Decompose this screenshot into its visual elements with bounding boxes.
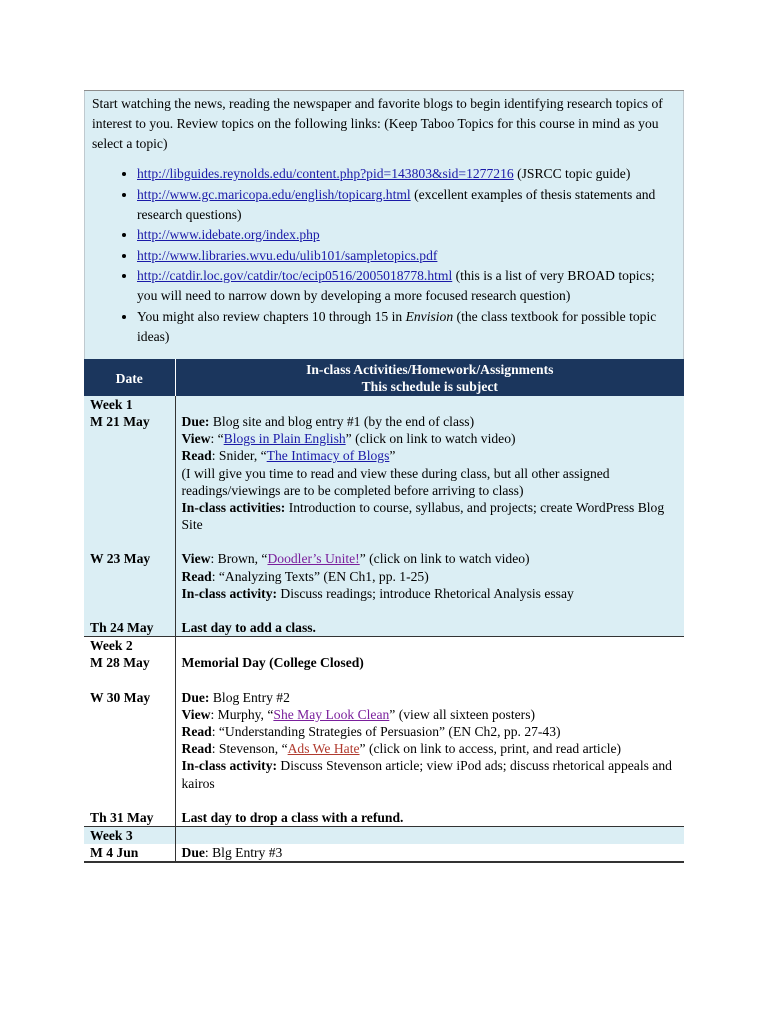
table-row bbox=[84, 672, 684, 792]
date-cell bbox=[84, 602, 175, 637]
week-label: Week 3 bbox=[90, 828, 133, 844]
list-item bbox=[137, 185, 675, 225]
date-cell bbox=[84, 844, 175, 862]
view-line: View: “Blogs in Plain English” (click on link to watch video) bbox=[181, 431, 516, 447]
intro-box bbox=[84, 91, 684, 359]
table-row bbox=[84, 827, 684, 845]
idebate-link[interactable]: http://www.idebate.org/index.php bbox=[137, 227, 320, 242]
maricopa-link[interactable]: http://www.gc.maricopa.edu/english/topicarg.html bbox=[137, 186, 411, 202]
doodlers-unite-link[interactable]: Doodler’s Unite! bbox=[267, 551, 360, 567]
table-row bbox=[84, 844, 684, 862]
table-row bbox=[84, 602, 684, 637]
schedule-document bbox=[84, 90, 684, 863]
activity-cell bbox=[175, 827, 684, 845]
day-label: Th 31 May bbox=[90, 809, 154, 825]
intro-paragraph: Start watching the news, reading the newspaper and favorite blogs to begin identifying research topics of interest to you. Review topics on the following links: (Keep Taboo Topics for this course in mind as you select a topic) bbox=[92, 96, 663, 151]
read-line: Read: “Analyzing Texts” (EN Ch1, pp. 1-25) bbox=[181, 568, 429, 584]
list-text: (the class textbook for possible topic ideas) bbox=[137, 308, 657, 344]
note-text: (I will give you time to read and view these during class, but all other assigned readings/viewings are to be completed before arriving to class) bbox=[181, 465, 610, 498]
header-line: In-class Activities/Homework/Assignments bbox=[306, 362, 554, 377]
day-label: M 21 May bbox=[90, 414, 150, 430]
table-header-row bbox=[84, 359, 684, 396]
due-line: Due: Blg Entry #3 bbox=[181, 845, 283, 861]
activity-cell bbox=[175, 672, 684, 792]
read-line: Read: Stevenson, “Ads We Hate” (click on link to access, print, and read article) bbox=[181, 741, 622, 757]
schedule-table bbox=[84, 359, 684, 863]
inclass-line: In-class activity: Discuss Stevenson article; view iPod ads; discuss rhetorical appeals and kairos bbox=[181, 758, 672, 791]
table-row bbox=[84, 533, 684, 602]
read-line: Read: Snider, “The Intimacy of Blogs” bbox=[181, 448, 396, 464]
day-label: M 4 Jun bbox=[90, 845, 139, 861]
date-cell bbox=[84, 396, 175, 533]
date-cell bbox=[84, 637, 175, 672]
holiday-text: Memorial Day (College Closed) bbox=[181, 655, 364, 671]
add-deadline-text: Last day to add a class. bbox=[181, 620, 316, 636]
loc-catdir-link[interactable]: http://catdir.loc.gov/catdir/toc/ecip0516/2005018778.html bbox=[137, 268, 453, 283]
table-row bbox=[84, 396, 684, 533]
ads-we-hate-link[interactable]: Ads We Hate bbox=[287, 741, 360, 757]
list-text: You might also review chapters 10 through 15 in bbox=[137, 308, 406, 324]
wvu-link[interactable]: http://www.libraries.wvu.edu/ulib101/sampletopics.pdf bbox=[137, 247, 438, 263]
due-line: Due: Blog site and blog entry #1 (by the end of class) bbox=[181, 414, 475, 429]
activity-cell bbox=[175, 533, 684, 602]
link-note: (JSRCC topic guide) bbox=[513, 166, 631, 181]
date-cell bbox=[84, 827, 175, 845]
due-line: Due: Blog Entry #2 bbox=[181, 689, 290, 705]
day-label: W 23 May bbox=[90, 551, 151, 567]
libguides-link[interactable]: http://libguides.reynolds.edu/content.php?pid=143803&sid=1277216 bbox=[137, 166, 514, 181]
drop-deadline-text: Last day to drop a class with a refund. bbox=[181, 809, 404, 825]
list-item bbox=[137, 225, 675, 245]
date-column-header: Date bbox=[84, 359, 175, 396]
she-may-look-clean-link[interactable]: She May Look Clean bbox=[273, 706, 390, 722]
day-label: M 28 May bbox=[90, 655, 150, 671]
date-cell bbox=[84, 672, 175, 792]
activity-cell bbox=[175, 844, 684, 862]
blogs-in-plain-english-link[interactable]: Blogs in Plain English bbox=[223, 431, 346, 447]
activity-cell bbox=[175, 792, 684, 827]
date-cell bbox=[84, 792, 175, 827]
list-item bbox=[137, 246, 675, 266]
link-note: (this is a list of very BROAD topics; you will need to narrow down by developing a more focused research question) bbox=[137, 268, 655, 303]
list-item bbox=[137, 164, 675, 184]
table-row bbox=[84, 792, 684, 827]
view-line: View: Murphy, “She May Look Clean” (view all sixteen posters) bbox=[181, 706, 536, 722]
week-label: Week 1 bbox=[90, 397, 133, 412]
activities-column-header bbox=[175, 359, 684, 396]
week-label: Week 2 bbox=[90, 638, 133, 654]
inclass-line: In-class activities: Introduction to course, syllabus, and projects; create WordPress Blog Site bbox=[181, 500, 665, 533]
activity-cell bbox=[175, 637, 684, 672]
activity-cell bbox=[175, 396, 684, 533]
table-row bbox=[84, 637, 684, 672]
day-label: Th 24 May bbox=[90, 620, 154, 636]
intimacy-of-blogs-link[interactable]: The Intimacy of Blogs bbox=[266, 448, 390, 464]
topic-link-list bbox=[92, 164, 675, 347]
inclass-line: In-class activity: Discuss readings; introduce Rhetorical Analysis essay bbox=[181, 585, 574, 601]
date-cell bbox=[84, 533, 175, 602]
list-item bbox=[137, 266, 675, 306]
day-label: W 30 May bbox=[90, 689, 151, 705]
link-note: (excellent examples of thesis statements and research questions) bbox=[137, 186, 656, 222]
header-line: This schedule is subject bbox=[361, 379, 498, 394]
view-line: View: Brown, “Doodler’s Unite!” (click on link to watch video) bbox=[181, 551, 530, 567]
read-line: Read: “Understanding Strategies of Persuasion” (EN Ch2, pp. 27-43) bbox=[181, 724, 561, 740]
textbook-title: Envision bbox=[405, 308, 454, 324]
list-item bbox=[137, 307, 675, 347]
activity-cell bbox=[175, 602, 684, 637]
